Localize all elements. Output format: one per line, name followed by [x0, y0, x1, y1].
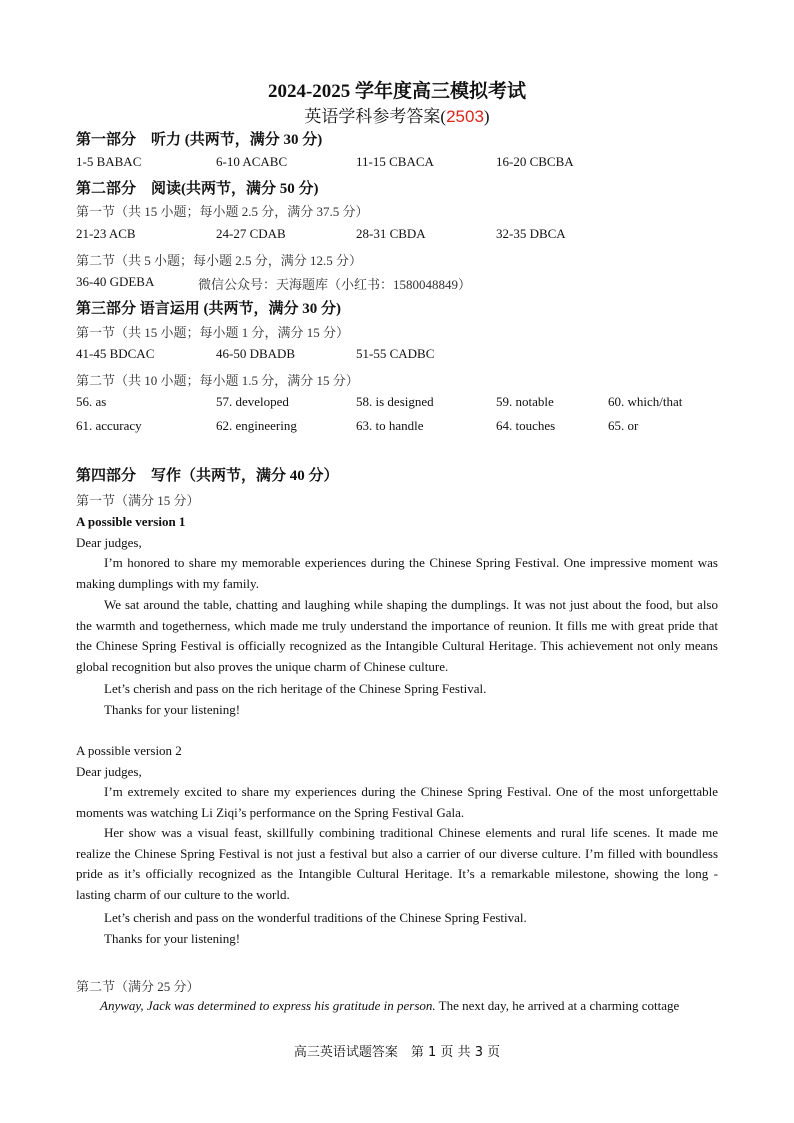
version1-greeting: Dear judges,	[76, 535, 142, 550]
answer-item: 65. or	[608, 418, 639, 433]
version1-label: A possible version 1	[76, 514, 186, 529]
part2-sec1-answers	[0, 226, 794, 244]
answer-group: 32-35 DBCA	[496, 226, 566, 241]
part4-sec2-text	[100, 998, 679, 1014]
subtitle-prefix: 英语学科参考答案(	[304, 107, 447, 126]
answer-group: 21-23 ACB	[76, 226, 136, 241]
answer-group: 24-27 CDAB	[216, 226, 286, 241]
sec2-italic-sentence: Anyway, Jack was determined to express his gratitude in person.	[100, 998, 436, 1013]
answer-group: 6-10 ACABC	[216, 154, 288, 169]
version2-paragraph: Her show was a visual feast, skillfully combining traditional Chinese elements and rural life scenes. It made me realize the Chinese Spring Festival is not just a festival but also a carrier of our diverse culture. I’m filled with boundless pride as it’s officially recognized as the Intangible Cultural Heritage. It’s a remarkable milestone, showing the long - lasting charm of our culture to the world.	[76, 825, 718, 902]
version1-closing: Thanks for your listening!	[104, 702, 241, 717]
part2-heading: 第二部分 阅读(共两节，满分 50 分)	[76, 181, 319, 197]
answer-group: 46-50 DBADB	[216, 346, 296, 361]
answer-item: 61. accuracy	[76, 418, 142, 433]
version1-paragraph: I’m honored to share my memorable experiences during the Chinese Spring Festival. One impressive moment was making dumplings with my family.	[76, 555, 718, 591]
page-footer: 高三英语试题答案 第 1 页 共 3 页	[293, 1045, 501, 1060]
answer-item: 57. developed	[216, 394, 289, 409]
answer-group: 11-15 CBACA	[356, 154, 434, 169]
version2-greeting: Dear judges,	[76, 764, 142, 779]
answer-item: 59. notable	[496, 394, 554, 409]
version1-paragraph: Let’s cherish and pass on the rich heritage of the Chinese Spring Festival.	[104, 681, 487, 696]
answer-group: 41-45 BDCAC	[76, 346, 155, 361]
part3-sec1-answers	[0, 346, 794, 364]
answer-group: 1-5 BABAC	[76, 154, 142, 169]
answer-item: 62. engineering	[216, 418, 297, 433]
part4-sec1-note: 第一节（满分 15 分）	[76, 493, 200, 508]
answer-group: 28-31 CBDA	[356, 226, 426, 241]
sec2-continuation: The next day, he arrived at a charming cottage	[435, 998, 680, 1013]
version2-paragraph: Let’s cherish and pass on the wonderful traditions of the Chinese Spring Festival.	[104, 910, 527, 925]
part4-heading: 第四部分 写作（共两节，满分 40 分）	[76, 468, 339, 484]
answer-item: 64. touches	[496, 418, 556, 433]
answer-item: 58. is designed	[356, 394, 434, 409]
answer-item: 56. as	[76, 394, 107, 409]
part3-heading: 第三部分 语言运用 (共两节，满分 30 分)	[76, 301, 341, 317]
part4-sec2-note: 第二节（满分 25 分）	[76, 979, 200, 994]
part3-sec2-row2	[0, 418, 794, 436]
version2-closing: Thanks for your listening!	[104, 931, 241, 946]
part2-sec1-note: 第一节（共 15 小题；每小题 2.5 分，满分 37.5 分）	[76, 204, 369, 219]
exam-subtitle	[0, 102, 794, 127]
answer-item: 60. which/that	[608, 394, 683, 409]
subtitle-suffix: )	[483, 107, 490, 126]
part2-sec2-answers	[0, 274, 794, 292]
version2-label: A possible version 2	[76, 743, 182, 758]
exam-title: 2024-2025 学年度高三模拟考试	[267, 81, 527, 102]
answer-item: 63. to handle	[356, 418, 424, 433]
part2-sec2-note: 第二节（共 5 小题；每小题 2.5 分，满分 12.5 分）	[76, 253, 363, 268]
part3-sec2-note: 第二节（共 10 小题；每小题 1.5 分，满分 15 分）	[76, 373, 359, 388]
version2-paragraph: I’m extremely excited to share my experiences during the Chinese Spring Festival. One of the most unforgettable moments was watching Li Ziqi’s performance on the Spring Festival Gala.	[76, 784, 718, 820]
part1-heading: 第一部分 听力 (共两节，满分 30 分)	[76, 132, 323, 148]
version1-paragraph: We sat around the table, chatting and laughing while shaping the dumplings. It was not just about the food, but also the warmth and togetherness, which made me truly understand the importance of reunion. It fills me with great pride that the Chinese Spring Festival is officially recognized as the Intangible Cultural Heritage. This achievement not only means global recognition but also proves the unique charm of Chinese culture.	[76, 597, 718, 674]
wechat-note: 微信公众号：天海题库（小红书：1580048849）	[198, 277, 472, 292]
part3-sec1-note: 第一节（共 15 小题；每小题 1 分，满分 15 分）	[76, 325, 350, 340]
exam-code: 2503	[446, 107, 484, 126]
answer-group: 51-55 CADBC	[356, 346, 435, 361]
part3-sec2-row1	[0, 394, 794, 412]
answer-group: 36-40 GDEBA	[76, 274, 155, 289]
part1-answers	[0, 154, 794, 172]
answer-group: 16-20 CBCBA	[496, 154, 574, 169]
